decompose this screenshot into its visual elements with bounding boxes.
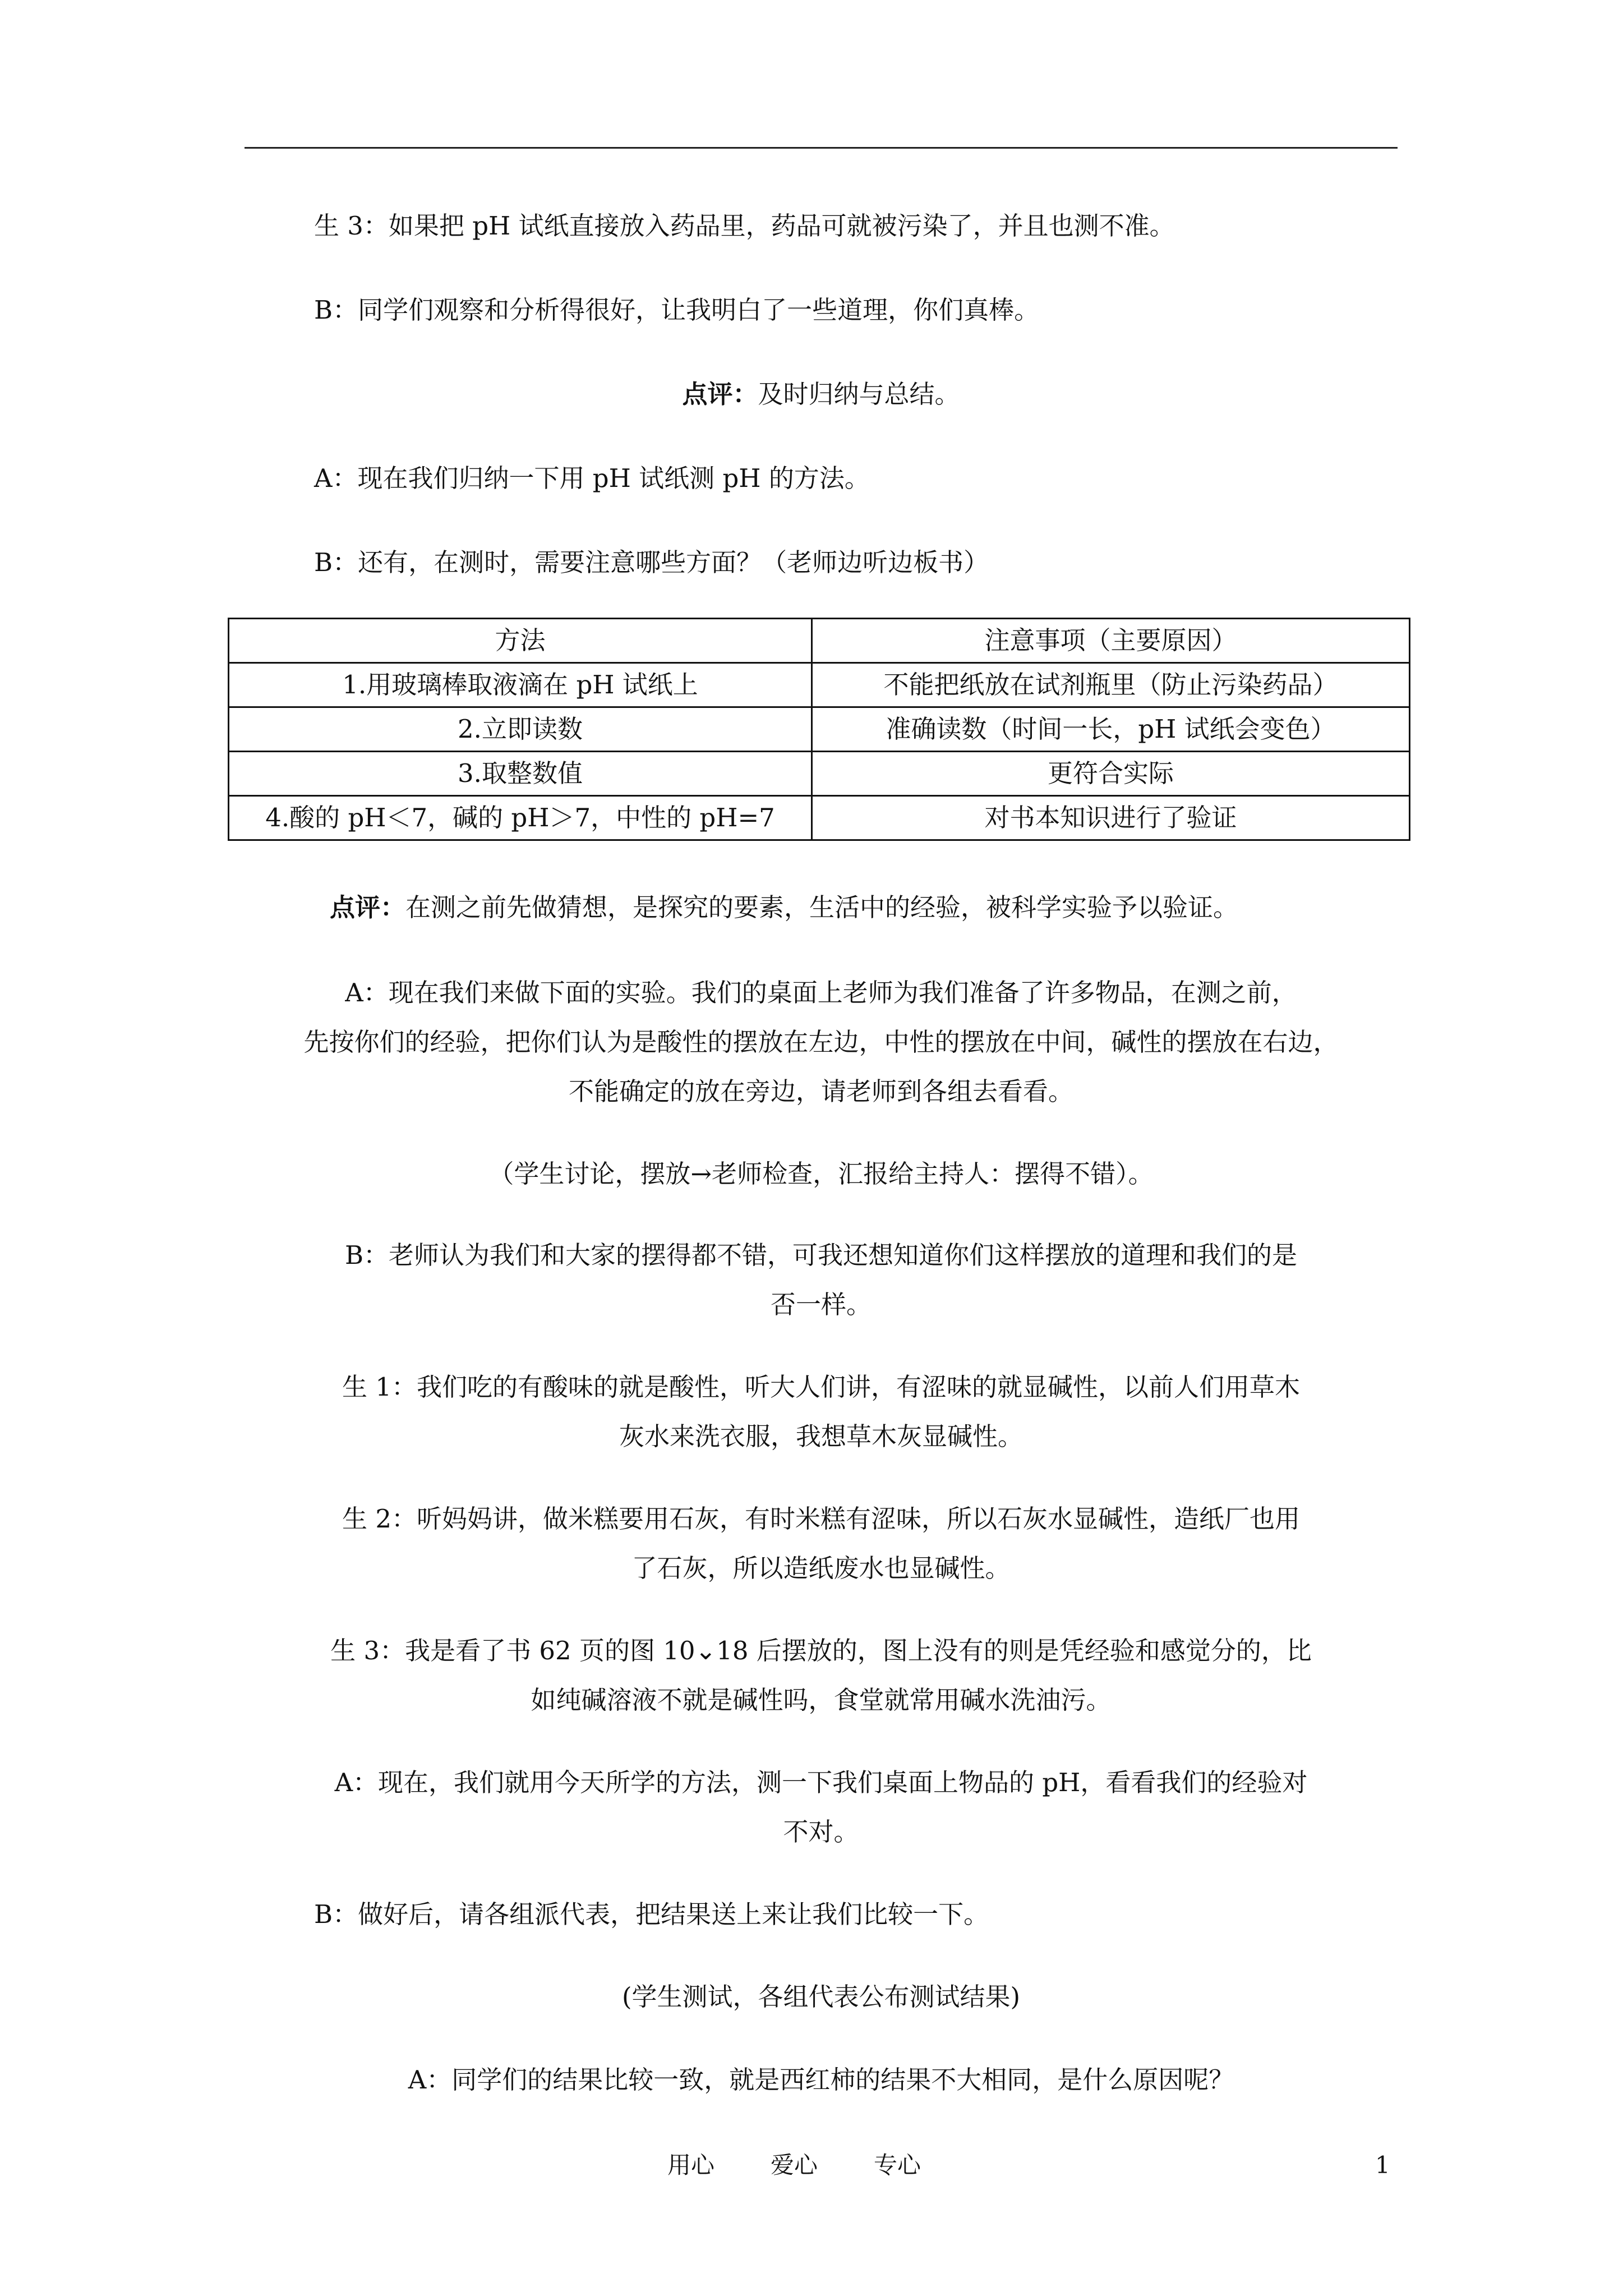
paragraph-student-discussion: （学生讨论，摆放→老师检查，汇报给主持人：摆得不错）。	[488, 1159, 1154, 1189]
paragraph-a-experiment-line1: A：现在我们来做下面的实验。我们的桌面上老师为我们准备了许多物品，在测之前，	[345, 978, 1297, 1007]
paragraph-student3-ph-paper: 生 3：如果把 pH 试纸直接放入药品里，药品可就被污染了，并且也测不准。	[314, 211, 1175, 241]
table-row	[229, 752, 1410, 796]
paragraph-comment-summary	[245, 367, 1398, 421]
comment-text: 在测之前先做猜想，是探究的要素，生活中的经验，被科学实验予以验证。	[405, 892, 1239, 922]
table-header-notes: 注意事项（主要原因）	[812, 619, 1410, 663]
paragraph-b-praise: B：同学们观察和分析得很好，让我明白了一些道理，你们真棒。	[314, 295, 1040, 325]
comment-label: 点评：	[330, 892, 406, 922]
comment-label: 点评：	[682, 379, 758, 409]
paragraph-student2-line1: 生 2：听妈妈讲，做米糕要用石灰，有时米糕有涩味，所以石灰水显碱性，造纸厂也用	[342, 1504, 1300, 1534]
paragraph-a-test-line2: 不对。	[783, 1817, 859, 1847]
table-cell-notes: 更符合实际	[812, 752, 1410, 796]
paragraph-student1-line2: 灰水来洗衣服，我想草木灰显碱性。	[619, 1421, 1023, 1451]
table-cell-method: 3.取整数值	[229, 752, 812, 796]
paragraph-a-experiment-line2: 先按你们的经验，把你们认为是酸性的摆放在左边，中性的摆放在中间，碱性的摆放在右边，	[303, 1027, 1339, 1057]
header-rule	[245, 147, 1398, 149]
table-cell-method: 4.酸的 pH＜7，碱的 pH＞7，中性的 pH=7	[229, 796, 812, 840]
table-row	[229, 707, 1410, 752]
table-cell-notes: 不能把纸放在试剂瓶里（防止污染药品）	[812, 663, 1410, 707]
table-cell-notes: 准确读数（时间一长，pH 试纸会变色）	[812, 707, 1410, 752]
paragraph-student1-line1: 生 1：我们吃的有酸味的就是酸性，听大人们讲，有涩味的就显碱性，以前人们用草木	[342, 1372, 1300, 1402]
table-header-method: 方法	[229, 619, 812, 663]
paragraph-b-reasons-line2: 否一样。	[770, 1290, 872, 1319]
table-header-row	[229, 619, 1410, 663]
page-number: 1	[1375, 2151, 1390, 2179]
paragraph-b-compare: B：做好后，请各组派代表，把结果送上来让我们比较一下。	[314, 1899, 989, 1929]
table-row	[229, 663, 1410, 707]
paragraph-b-question: B：还有，在测时，需要注意哪些方面？（老师边听边板书）	[314, 547, 989, 577]
footer-word: 用心	[667, 2151, 715, 2179]
comment-text: 及时归纳与总结。	[758, 379, 960, 409]
footer-motto	[667, 2148, 977, 2182]
paragraph-a-experiment-line3: 不能确定的放在旁边，请老师到各组去看看。	[568, 1076, 1073, 1106]
paragraph-a-test-line1: A：现在，我们就用今天所学的方法，测一下我们桌面上物品的 pH，看看我们的经验对	[334, 1768, 1308, 1797]
table-cell-method: 1.用玻璃棒取液滴在 pH 试纸上	[229, 663, 812, 707]
paragraph-student2-line2: 了石灰，所以造纸废水也显碱性。	[631, 1553, 1011, 1583]
paragraph-student-testing: (学生测试，各组代表公布测试结果)	[621, 1982, 1021, 2012]
paragraph-student3-line1: 生 3：我是看了书 62 页的图 10⌄18 后摆放的，图上没有的则是凭经验和感觉分的，比	[330, 1636, 1312, 1665]
paragraph-a-method: A：现在我们归纳一下用 pH 试纸测 pH 的方法。	[314, 463, 870, 493]
paragraph-a-tomato: A：同学们的结果比较一致，就是西红柿的结果不大相同，是什么原因呢？	[408, 2065, 1234, 2095]
method-notes-table	[228, 618, 1410, 841]
table-cell-notes: 对书本知识进行了验证	[812, 796, 1410, 840]
table-cell-method: 2.立即读数	[229, 707, 812, 752]
table-row	[229, 796, 1410, 840]
footer-word: 爱心	[771, 2151, 818, 2179]
paragraph-comment-hypothesis	[330, 881, 1238, 935]
footer-word: 专心	[874, 2151, 921, 2179]
paragraph-b-reasons-line1: B：老师认为我们和大家的摆得都不错，可我还想知道你们这样摆放的道理和我们的是	[344, 1240, 1298, 1270]
paragraph-student3-line2: 如纯碱溶液不就是碱性吗，食堂就常用碱水洗油污。	[531, 1685, 1112, 1715]
